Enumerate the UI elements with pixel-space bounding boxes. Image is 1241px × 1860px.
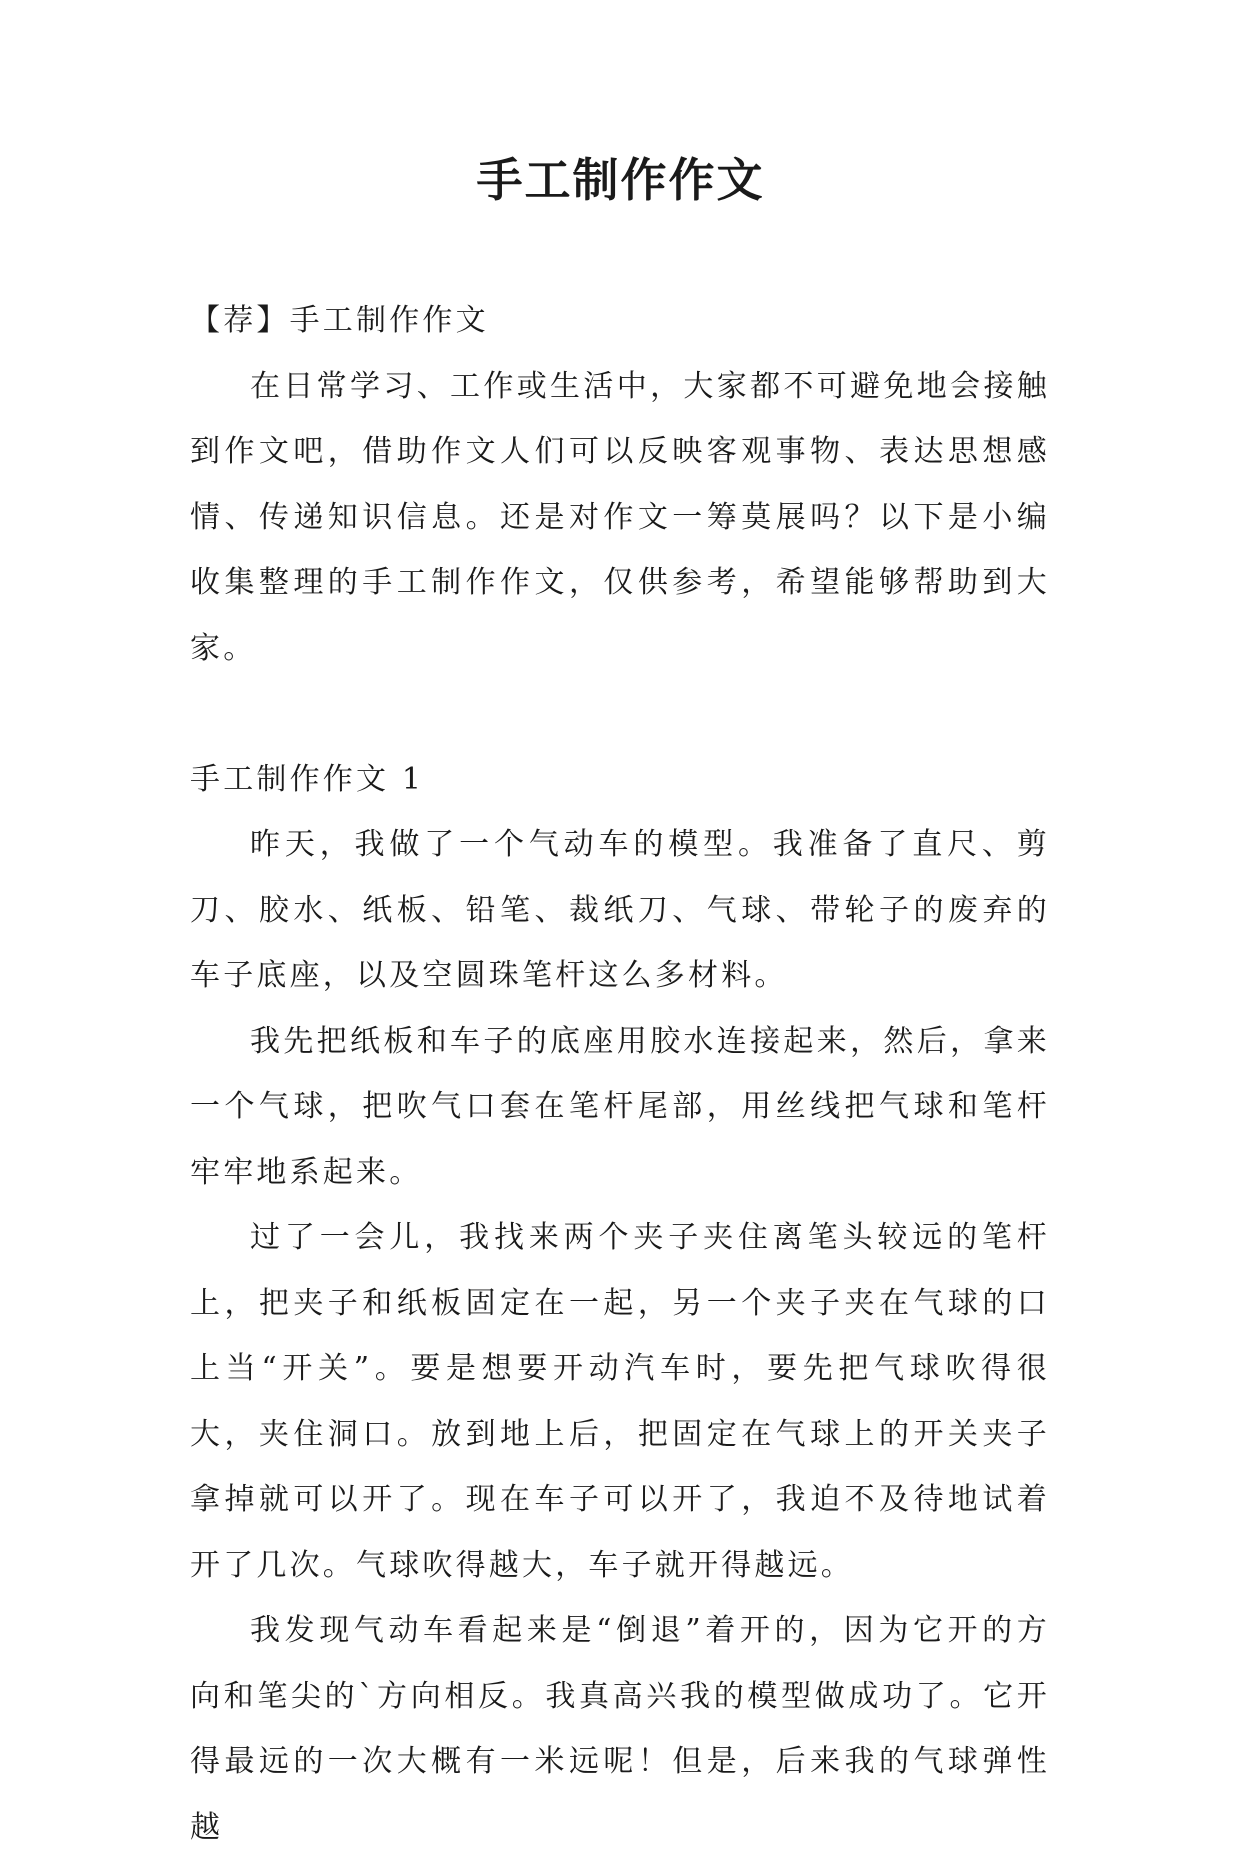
recommend-line: 【荐】手工制作作文 xyxy=(190,303,489,338)
paragraph-gap xyxy=(190,681,1050,747)
body-paragraph-4: 我发现气动车看起来是“倒退”着开的，因为它开的方向和笔尖的`方向相反。我真高兴我的模型做成功了。它开得最远的一次大概有一米远呢！但是，后来我的气球弹性越 xyxy=(190,1613,1050,1845)
body-paragraph-1: 昨天，我做了一个气动车的模型。我准备了直尺、剪刀、胶水、纸板、铅笔、裁纸刀、气球、带轮子的废弃的车子底座，以及空圆珠笔杆这么多材料。 xyxy=(190,827,1050,993)
document-body xyxy=(190,288,1050,1860)
section-heading: 手工制作作文 1 xyxy=(190,761,425,797)
intro-paragraph: 在日常学习、工作或生活中，大家都不可避免地会接触到作文吧，借助作文人们可以反映客观事物、表达思想感情、传递知识信息。还是对作文一筹莫展吗？以下是小编收集整理的手工制作作文，仅供参考，希望能够帮助到大家。 xyxy=(190,368,1050,666)
body-paragraph-2: 我先把纸板和车子的底座用胶水连接起来，然后，拿来一个气球，把吹气口套在笔杆尾部，用丝线把气球和笔杆牢牢地系起来。 xyxy=(190,1023,1050,1190)
document-title: 手工制作作文 xyxy=(476,153,765,207)
body-paragraph-3: 过了一会儿，我找来两个夹子夹住离笔头较远的笔杆上，把夹子和纸板固定在一起，另一个夹子夹在气球的口上当“开关”。要是想要开动汽车时，要先把气球吹得很大，夹住洞口。放到地上后，把固定在气球上的开关夹子拿掉就可以开了。现在车子可以开了，我迫不及待地试着开了几次。气球吹得越大，车子就开得越远。 xyxy=(190,1220,1050,1583)
